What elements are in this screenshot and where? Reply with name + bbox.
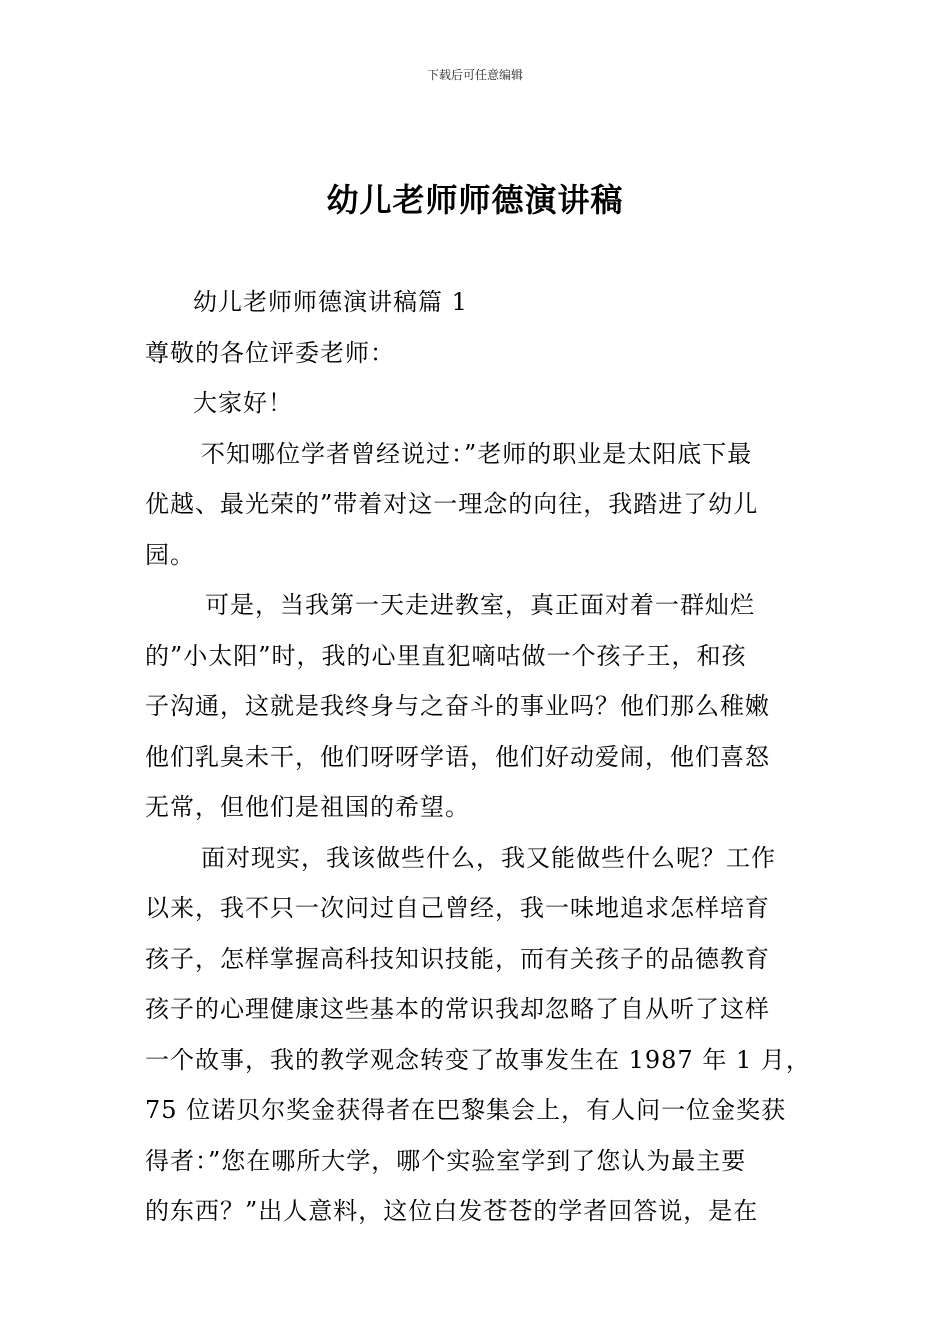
paragraph-line: 一个故事，我的教学观念转变了故事发生在 1987 年 1 月， <box>145 1045 811 1074</box>
section-heading: 幼儿老师师德演讲稿篇 1 <box>193 288 468 316</box>
paragraph-line: 75 位诺贝尔奖金获得者在巴黎集会上，有人问一位金奖获 <box>145 1096 787 1124</box>
document-body <box>145 277 825 1237</box>
paragraph-line: 园。 <box>145 540 195 569</box>
salutation: 尊敬的各位评委老师： <box>145 338 395 367</box>
paragraph-line: 的东西？”出人意料，这位白发苍苍的学者回答说，是在 <box>145 1197 759 1225</box>
paragraph-line: 他们乳臭未干，他们呀呀学语，他们好动爱闹，他们喜怒 <box>145 742 770 771</box>
paragraph-line: 孩子，怎样掌握高科技知识技能，而有关孩子的品德教育 <box>145 944 770 973</box>
paragraph-line: 的”小太阳”时，我的心里直犯嘀咕做一个孩子王，和孩 <box>145 641 747 670</box>
paragraph-line: 面对现实，我该做些什么，我又能做些什么呢？工作 <box>201 843 776 872</box>
header-note: 下载后可任意编辑 <box>426 68 523 82</box>
paragraph-line: 优越、最光荣的”带着对这一理念的向往，我踏进了幼儿 <box>145 490 759 518</box>
paragraph-line: 子沟通，这就是我终身与之奋斗的事业吗？他们那么稚嫩 <box>145 692 770 720</box>
paragraph-line: 可是，当我第一天走进教室，真正面对着一群灿烂 <box>205 591 755 619</box>
document-title: 幼儿老师师德演讲稿 <box>326 181 624 219</box>
paragraph-line: 无常，但他们是祖国的希望。 <box>145 793 470 821</box>
paragraph-line: 孩子的心理健康这些基本的常识我却忽略了自从听了这样 <box>145 995 770 1023</box>
greeting: 大家好！ <box>193 389 293 417</box>
paragraph-line: 不知哪位学者曾经说过：”老师的职业是太阳底下最 <box>201 439 753 468</box>
paragraph-line: 得者：”您在哪所大学，哪个实验室学到了您认为最主要 <box>145 1146 747 1175</box>
paragraph-line: 以来，我不只一次问过自己曾经，我一味地追求怎样培育 <box>145 894 770 922</box>
